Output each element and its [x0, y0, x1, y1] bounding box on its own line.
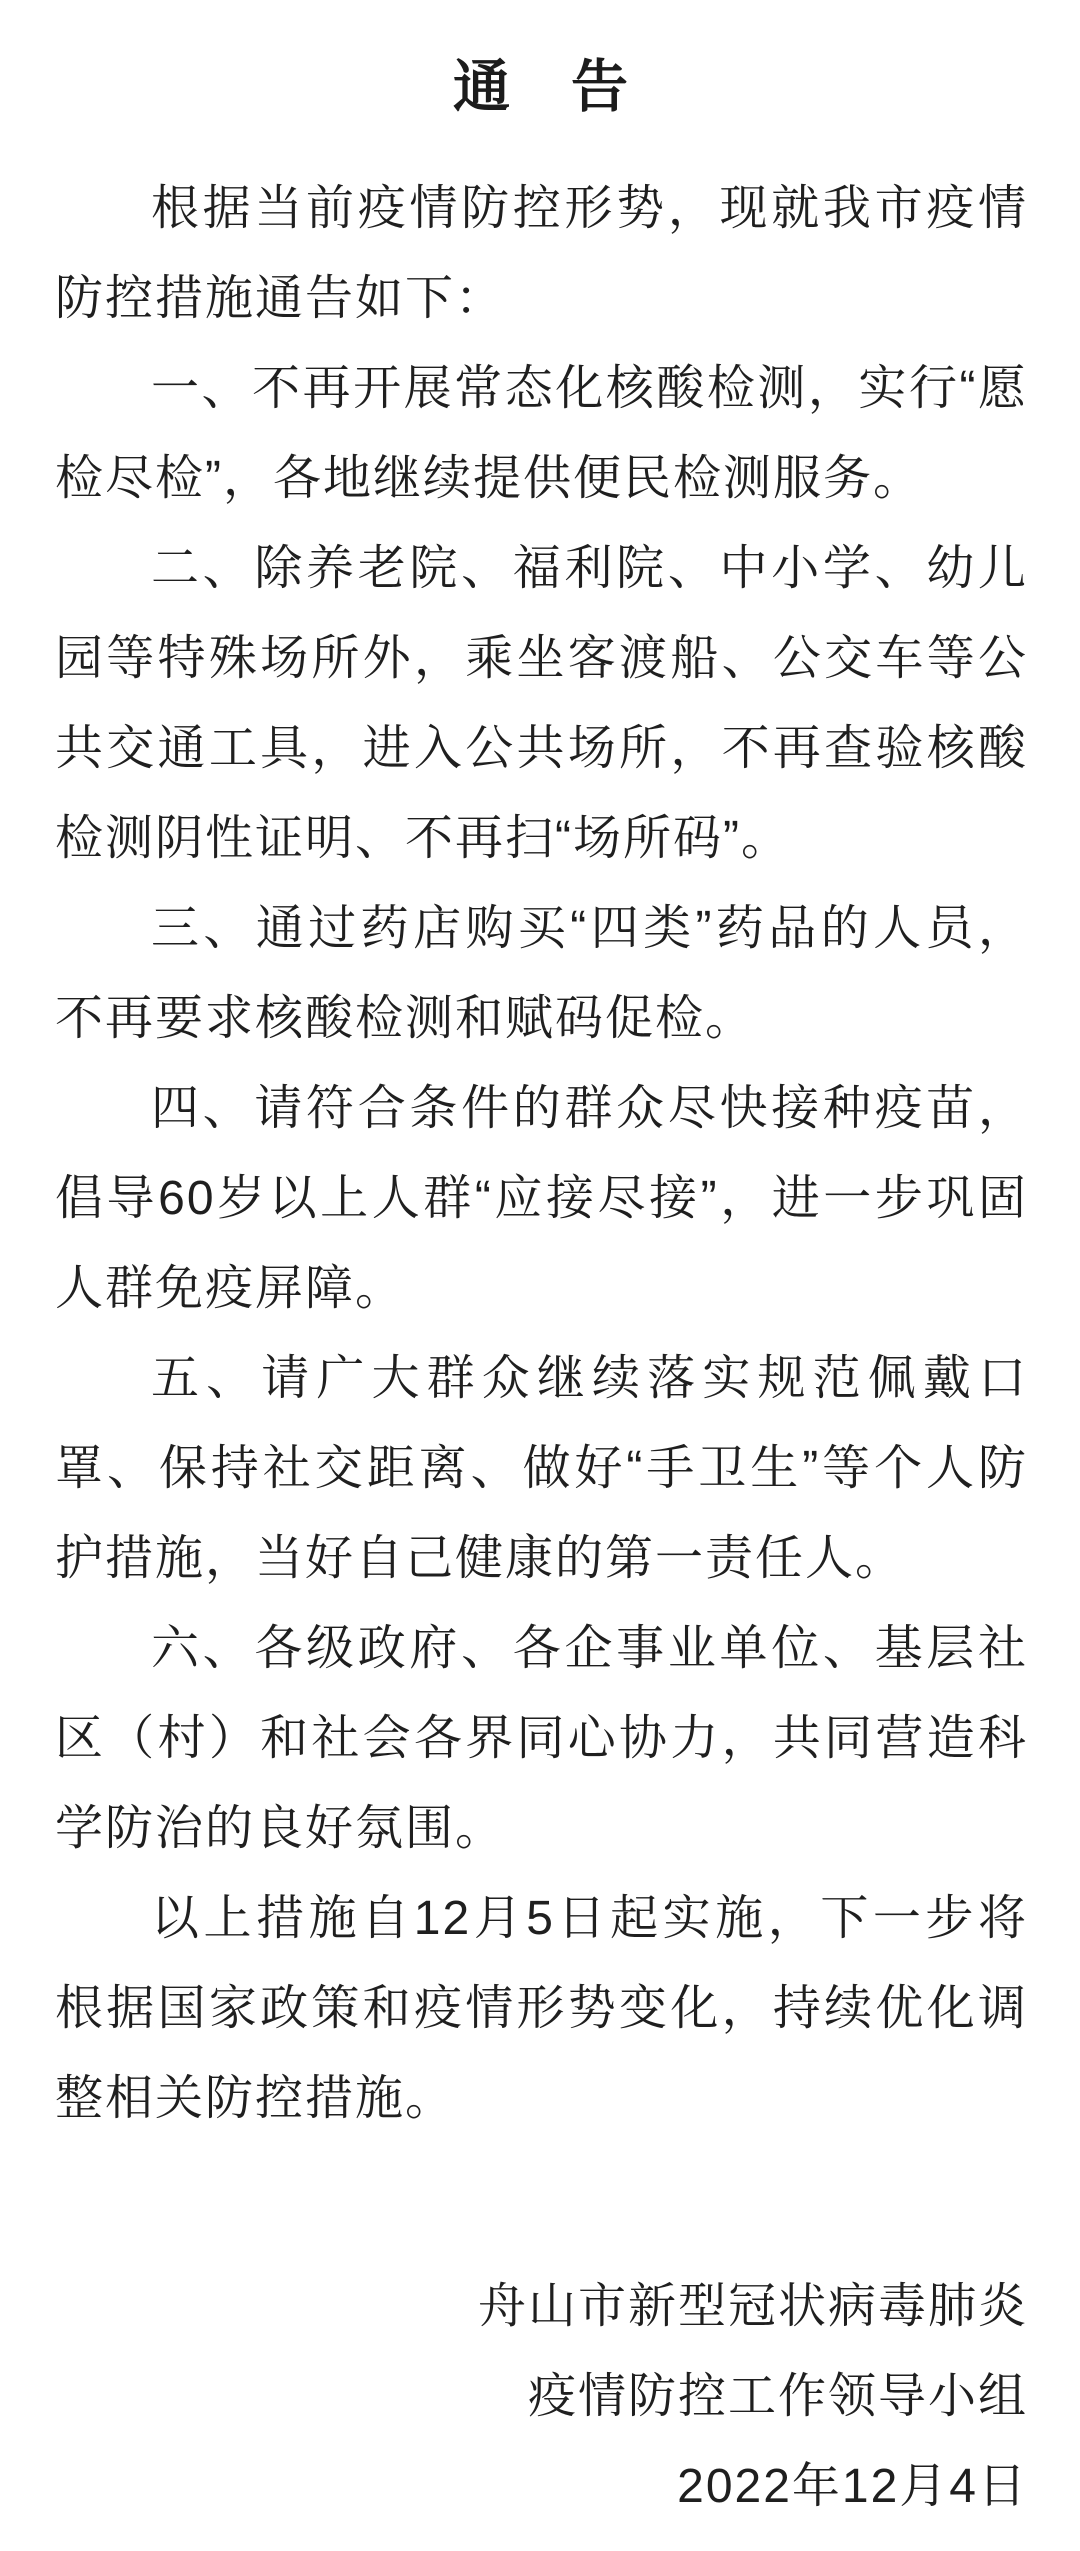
notice-signature-block	[55, 2262, 1028, 2532]
notice-paragraph-intro: 根据当前疫情防控形势，现就我市疫情防控措施通告如下：	[55, 182, 1028, 325]
notice-body	[55, 164, 1028, 2144]
notice-paragraph-item-5: 五、请广大群众继续落实规范佩戴口罩、保持社交距离、做好“手卫生”等个人防护措施，当好自己健康的第一责任人。	[55, 1352, 1028, 1585]
notice-paragraph-item-2: 二、除养老院、福利院、中小学、幼儿园等特殊场所外，乘坐客渡船、公交车等公共交通工具，进入公共场所，不再查验核酸检测阴性证明、不再扫“场所码”。	[55, 542, 1028, 865]
signature-line-2: 疫情防控工作领导小组	[527, 2370, 1028, 2423]
notice-paragraph-item-4: 四、请符合条件的群众尽快接种疫苗，倡导60岁以上人群“应接尽接”，进一步巩固人群免疫屏障。	[55, 1082, 1028, 1315]
notice-paragraph-item-3: 三、通过药店购买“四类”药品的人员，不再要求核酸检测和赋码促检。	[55, 902, 1028, 1045]
notice-paragraph-item-1: 一、不再开展常态化核酸检测，实行“愿检尽检”，各地继续提供便民检测服务。	[55, 362, 1028, 505]
signature-line-1: 舟山市新型冠状病毒肺炎	[477, 2280, 1028, 2333]
notice-date: 2022年12月4日	[677, 2460, 1028, 2513]
notice-title: 通 告	[453, 55, 630, 119]
notice-paragraph-item-6: 六、各级政府、各企事业单位、基层社区（村）和社会各界同心协力，共同营造科学防治的良好氛围。	[55, 1622, 1028, 1855]
notice-paragraph-closing: 以上措施自12月5日起实施，下一步将根据国家政策和疫情形势变化，持续优化调整相关防控措施。	[55, 1892, 1028, 2125]
